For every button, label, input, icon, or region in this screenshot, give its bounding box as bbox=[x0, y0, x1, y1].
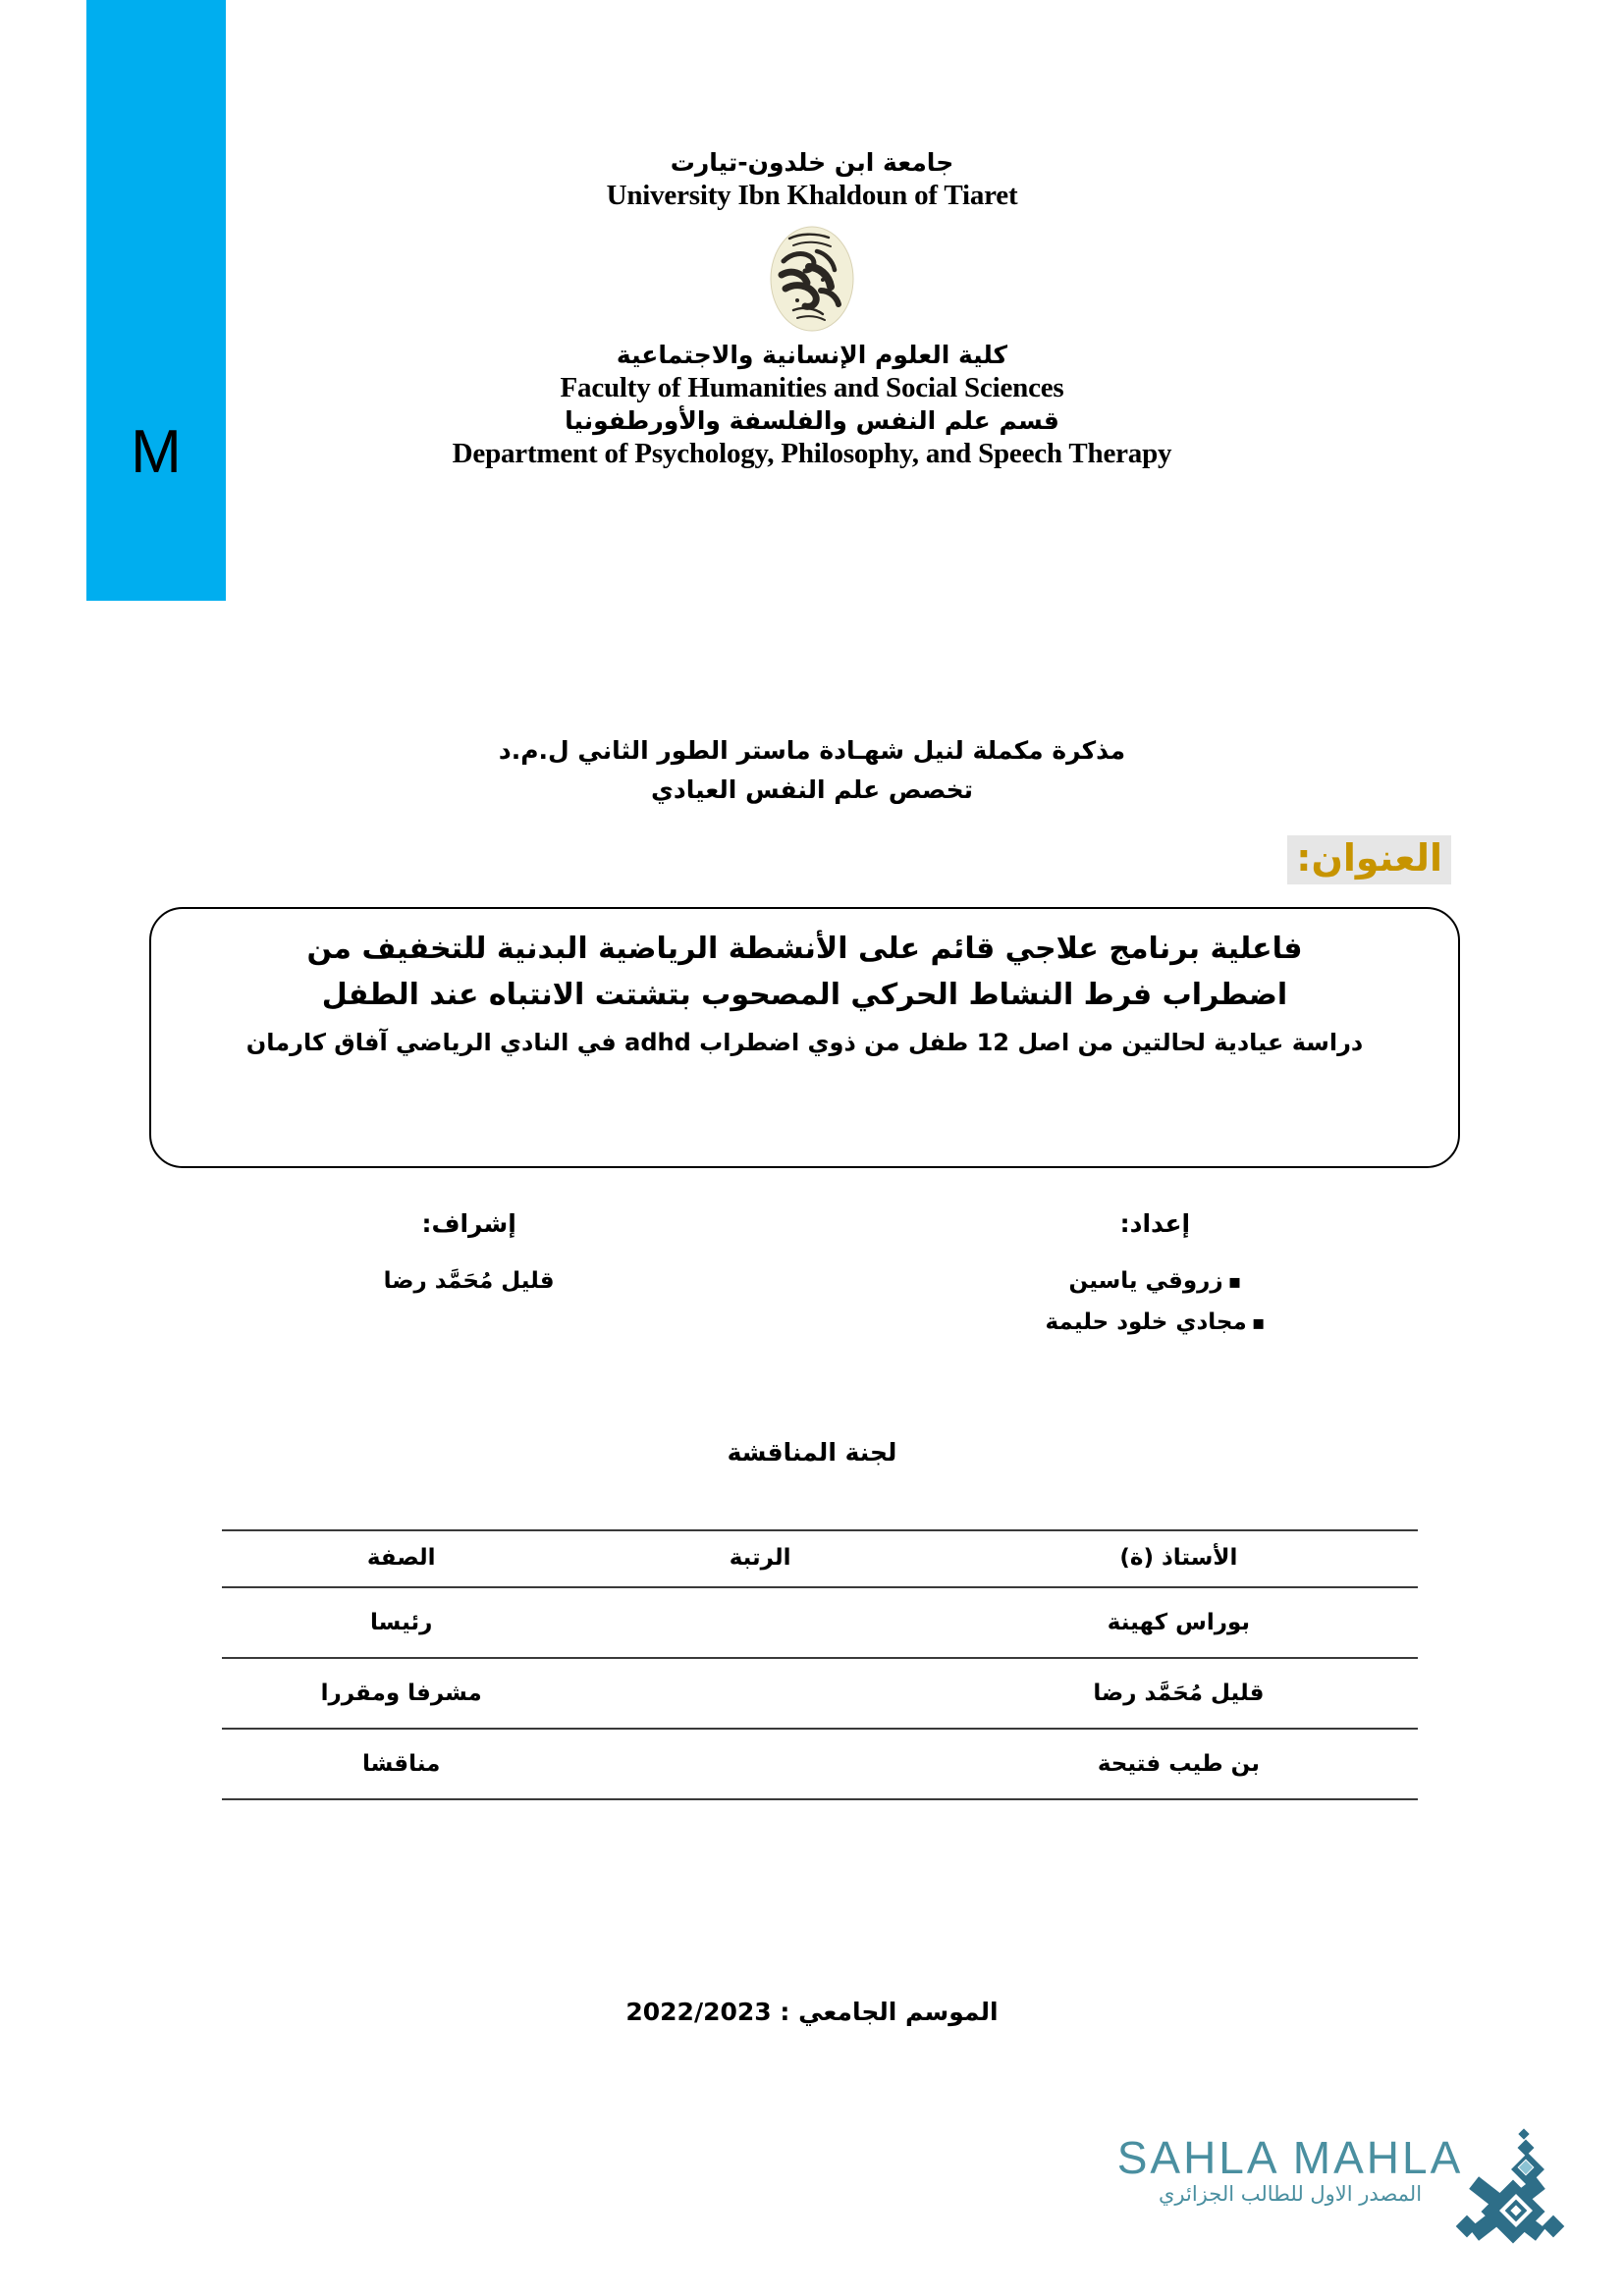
thesis-title-box bbox=[149, 907, 1460, 1168]
thesis-subtitle: دراسة عيادية لحالتين من اصل 12 طفل من ذوي اضطراب adhd في النادي الرياضي آفاق كارمان bbox=[245, 1028, 1364, 1056]
faculty-name-ar: كلية العلوم الإنسانية والاجتماعية bbox=[616, 340, 1008, 369]
thesis-title-line-2: اضطراب فرط النشاط الحركي المصحوب بتشتت الانتباه عند الطفل bbox=[321, 978, 1288, 1013]
cell-role: مناقشا bbox=[222, 1729, 580, 1799]
cell-rank bbox=[580, 1729, 939, 1799]
authors-heading: إعداد: bbox=[1119, 1209, 1191, 1238]
title-label: العنوان: bbox=[1287, 835, 1451, 884]
thesis-title-line-1: فاعلية برنامج علاجي قائم على الأنشطة الرياضية البدنية للتخفيف من bbox=[306, 932, 1303, 966]
cell-professor: بوراس كهينة bbox=[940, 1587, 1418, 1658]
sidebar-letter: M bbox=[131, 418, 182, 486]
people-block bbox=[177, 1205, 1447, 1344]
sahla-mahla-mark-icon bbox=[1455, 2128, 1565, 2244]
cell-role: رئيسا bbox=[222, 1587, 580, 1658]
university-name-ar: جامعة ابن خلدون-تيارت bbox=[670, 148, 954, 177]
table-header-row bbox=[222, 1530, 1418, 1587]
column-header-role: الصفة bbox=[222, 1530, 580, 1587]
watermark-logo bbox=[1104, 2128, 1565, 2266]
author-name: ▪ زروقي ياسين bbox=[863, 1260, 1447, 1303]
cell-professor: قليل مُحَمَّد رضا bbox=[940, 1658, 1418, 1729]
supervisor-column bbox=[177, 1205, 761, 1302]
university-seal-icon bbox=[754, 224, 870, 334]
table-row bbox=[222, 1658, 1418, 1729]
header-block bbox=[177, 147, 1447, 472]
academic-year: الموسم الجامعي : 2022/2023 bbox=[625, 1998, 999, 2026]
department-name-ar: قسم علم النفس والفلسفة والأورطفونيا bbox=[565, 406, 1059, 435]
author-name: ▪ مجادي خلود حليمة bbox=[863, 1302, 1447, 1344]
watermark-tagline: المصدر الاول للطالب الجزائري bbox=[1158, 2182, 1423, 2207]
department-name-en: Department of Psychology, Philosophy, and Speech Therapy bbox=[452, 438, 1172, 470]
university-name-en: University Ibn Khaldoun of Tiaret bbox=[606, 180, 1018, 212]
cell-professor: بن طيب فتيحة bbox=[940, 1729, 1418, 1799]
committee-table bbox=[222, 1529, 1418, 1800]
cell-rank bbox=[580, 1587, 939, 1658]
degree-line-1: مذكرة مكملة لنيل شهـادة ماستر الطور الثاني ل.م.د bbox=[498, 736, 1126, 765]
watermark-brand-name: SAHLA MAHLA bbox=[1116, 2132, 1464, 2183]
column-header-rank: الرتبة bbox=[580, 1530, 939, 1587]
column-header-professor: الأستاذ (ة) bbox=[940, 1530, 1418, 1587]
supervisor-name: قليل مُحَمَّد رضا bbox=[383, 1267, 555, 1294]
committee-title: لجنة المناقشة bbox=[727, 1438, 897, 1467]
degree-statement bbox=[177, 731, 1447, 810]
faculty-name-en: Faculty of Humanities and Social Sciences bbox=[560, 371, 1064, 403]
table-row bbox=[222, 1729, 1418, 1799]
table-row bbox=[222, 1587, 1418, 1658]
cell-rank bbox=[580, 1658, 939, 1729]
degree-line-2: تخصص علم النفس العيادي bbox=[650, 775, 974, 804]
cell-role: مشرفا ومقررا bbox=[222, 1658, 580, 1729]
authors-column bbox=[863, 1205, 1447, 1344]
supervisor-heading: إشراف: bbox=[421, 1209, 516, 1238]
